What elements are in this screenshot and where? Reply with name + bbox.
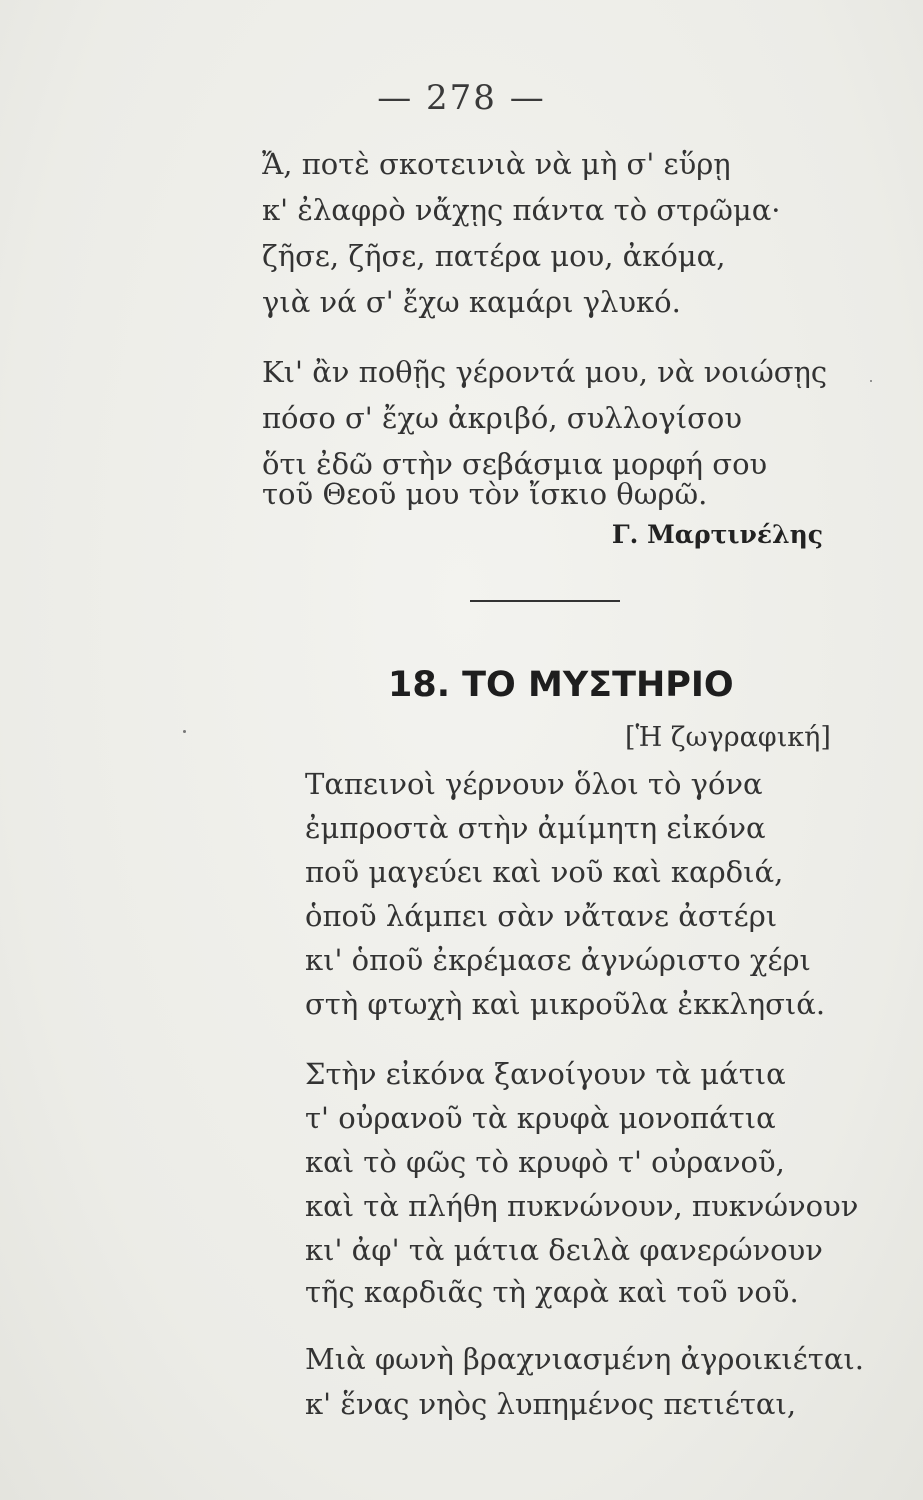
verse-line: ὁποῦ λάμπει σὰν νἄτανε ἀστέρι [305,899,778,933]
author-signature: Γ. Μαρτινέλης [611,520,823,549]
paper-speck [183,730,186,733]
poem-title: 18. ΤΟ ΜΥΣΤΗΡΙΟ [388,665,734,705]
verse-line: κι' ὁποῦ ἐκρέμασε ἀγνώριστο χέρι [305,943,811,977]
verse-line: Ταπεινοὶ γέρνουν ὅλοι τὸ γόνα [305,767,763,801]
verse-line: ὅτι ἐδῶ στὴν σεβάσμια μορφή σου [262,447,768,481]
verse-line: ποῦ μαγεύει καὶ νοῦ καὶ καρδιά, [305,855,784,889]
verse-line: καὶ τὸ φῶς τὸ κρυφὸ τ' οὐρανοῦ, [305,1145,785,1179]
verse-line: τῆς καρδιᾶς τὴ χαρὰ καὶ τοῦ νοῦ. [305,1275,799,1309]
verse-line: τ' οὐρανοῦ τὰ κρυφὰ μονοπάτια [305,1101,776,1135]
verse-line: Κι' ἂν ποθῇς γέροντά μου, νὰ νοιώσῃς [262,355,828,389]
verse-line: Ἄ, ποτὲ σκοτεινιὰ νὰ μὴ σ' εὕρῃ [262,147,731,181]
verse-line: ζῆσε, ζῆσε, πατέρα μου, ἀκόμα, [262,239,726,273]
verse-line: γιὰ νά σ' ἔχω καμάρι γλυκό. [262,285,681,319]
poem-source-note: [Ἡ ζωγραφική] [625,722,831,753]
section-divider [470,600,620,602]
verse-line: κ' ἕνας νηὸς λυπημένος πετιέται, [305,1387,797,1421]
verse-line: Στὴν εἰκόνα ξανοίγουν τὰ μάτια [305,1057,786,1091]
verse-line: ἐμπροστὰ στὴν ἀμίμητη εἰκόνα [305,811,766,845]
verse-line: κι' ἀφ' τὰ μάτια δειλὰ φανερώνουν [305,1233,823,1267]
verse-line: πόσο σ' ἔχω ἀκριβό, συλλογίσου [262,401,743,435]
paper-speck [870,380,872,382]
verse-line: τοῦ Θεοῦ μου τὸν ἴσκιο θωρῶ. [262,477,708,511]
verse-line: στὴ φτωχὴ καὶ μικροῦλα ἐκκλησιά. [305,987,826,1021]
verse-line: κ' ἐλαφρὸ νἄχῃς πάντα τὸ στρῶμα· [262,193,781,227]
verse-line: καὶ τὰ πλήθη πυκνώνουν, πυκνώνουν [305,1189,859,1223]
verse-line: Μιὰ φωνὴ βραχνιασμένη ἀγροικιέται. [305,1342,865,1376]
page-number: — 278 — [377,78,546,118]
